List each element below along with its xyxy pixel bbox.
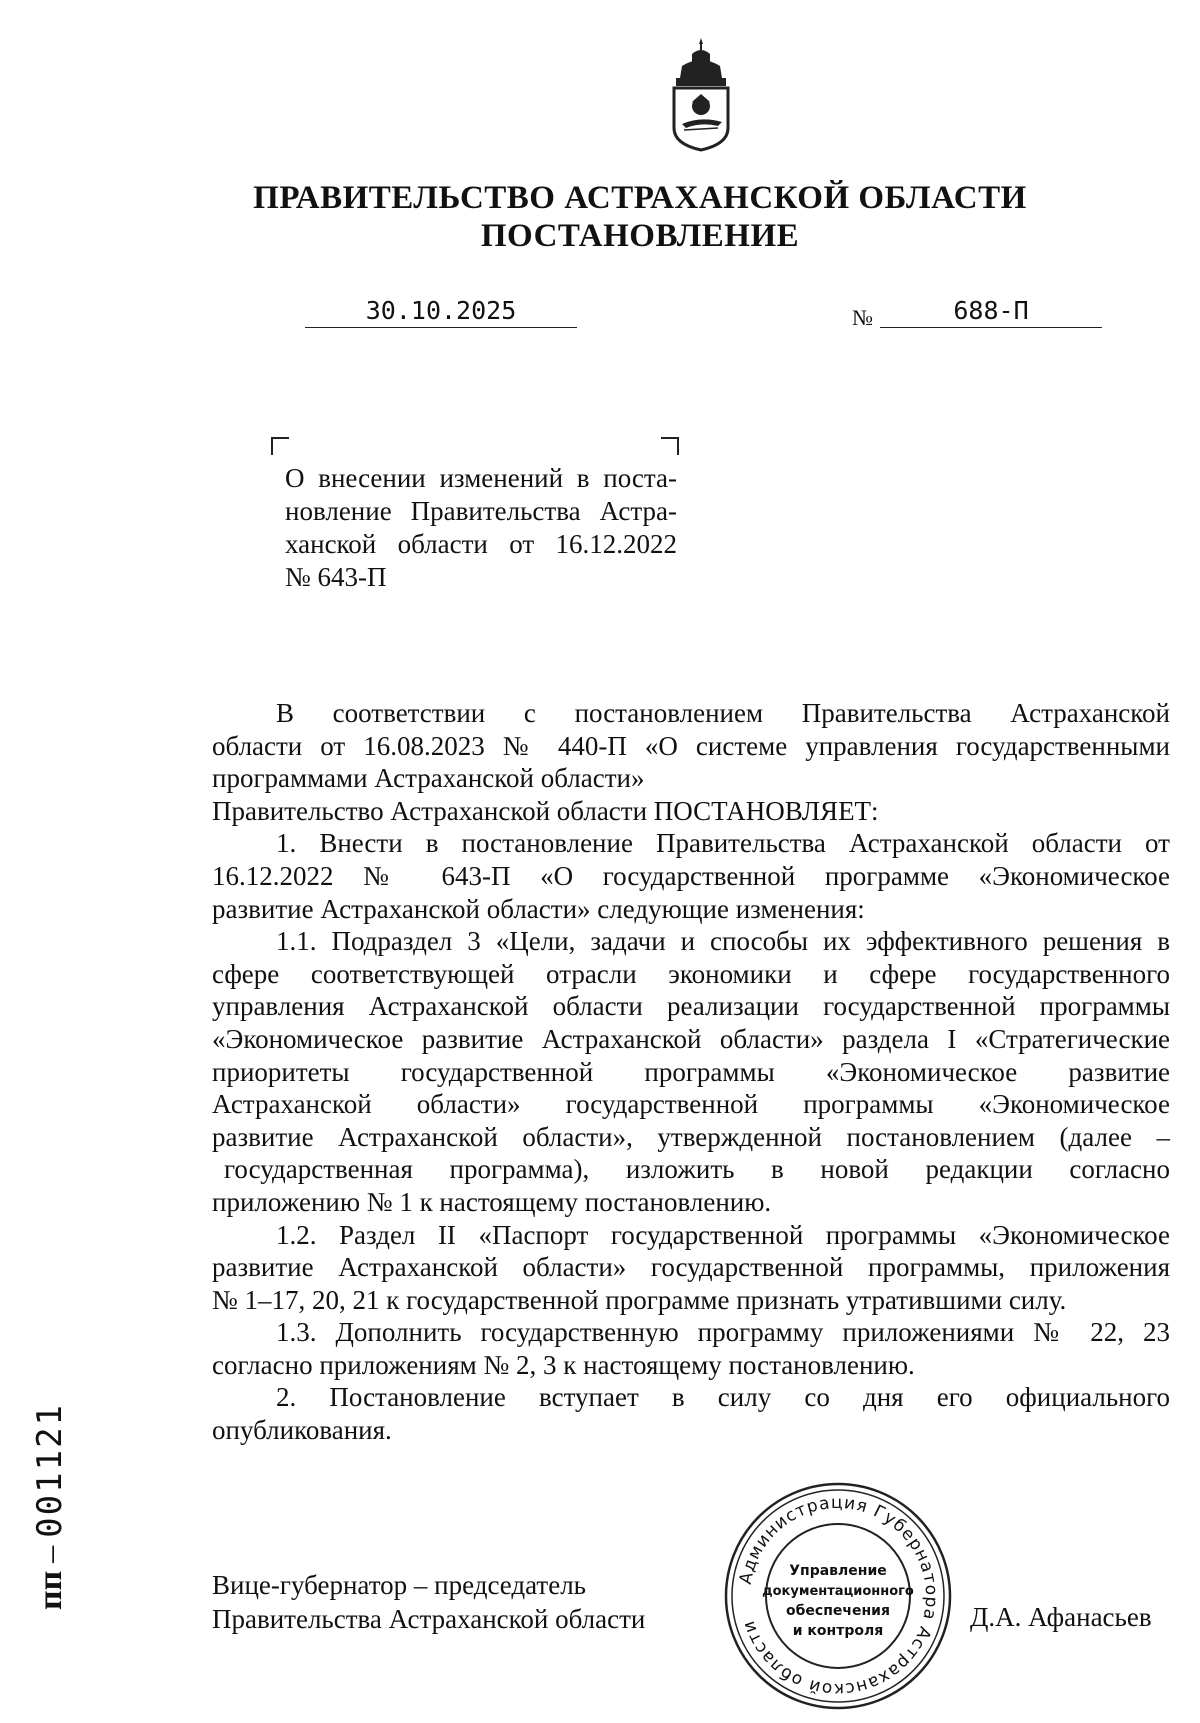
body-line: приложению № 1 к настоящему постановлению. — [212, 1186, 772, 1217]
document-body — [212, 697, 1170, 1447]
body-line: 1. Внести в постановление Правительства Астраханской области от — [276, 828, 1170, 859]
document-subject — [285, 462, 677, 594]
body-line: Правительство Астраханской области ПОСТАНОВЛЯЕТ: — [212, 795, 879, 826]
body-line: 1.1. Подраздел 3 «Цели, задачи и способы их эффективного решения в — [276, 926, 1170, 957]
subject-line: новление Правительства Астра- — [285, 496, 677, 526]
subject-bracket-left — [271, 437, 289, 455]
side-registration-code — [30, 1403, 70, 1610]
body-line: приоритеты государственной программы «Экономическое развитие — [212, 1056, 1170, 1087]
body-line: Астраханской области» государственной программы «Экономическое — [212, 1089, 1170, 1120]
body-line: сфере соответствующей отрасли экономики и сфере государственного — [212, 958, 1170, 989]
org-title: ПРАВИТЕЛЬСТВО АСТРАХАНСКОЙ ОБЛАСТИ — [253, 180, 1027, 216]
body-line: В соответствии с постановлением Правительства Астраханской — [276, 698, 1170, 728]
body-line: программами Астраханской области» — [212, 763, 645, 794]
body-line: области от 16.08.2023 № 440-П «О системе управления государственными — [212, 730, 1170, 761]
body-line: развитие Астраханской области» государственной программы, приложения — [212, 1252, 1170, 1283]
body-line: 1.3. Дополнить государственную программу приложениями № 22, 23 — [276, 1317, 1170, 1348]
side-code-number: 001121 — [30, 1402, 70, 1538]
stamp-ring-text: Администрация Губернатора Астраханской области — [735, 1492, 942, 1700]
coat-of-arms-emblem — [662, 36, 740, 154]
side-code-dash: – — [32, 1545, 69, 1563]
body-line: «Экономическое развитие Астраханской области» раздела I «Стратегические — [212, 1023, 1170, 1054]
stamp-center-line: и контроля — [792, 1623, 884, 1639]
body-line: управления Астраханской области реализации государственной программы — [212, 991, 1170, 1022]
body-line: развитие Астраханской области» следующие изменения: — [212, 893, 865, 924]
doc-type-title: ПОСТАНОВЛЕНИЕ — [480, 218, 800, 254]
document-number: 688-П — [880, 296, 1102, 328]
number-sign: № — [852, 305, 873, 330]
body-line: государственная программа), изложить в новой редакции согласно — [224, 1154, 1170, 1185]
stamp-center-line: Управление — [789, 1563, 887, 1579]
signer-title-line: Правительства Астраханской области — [212, 1604, 646, 1634]
body-line: 1.2. Раздел II «Паспорт государственной программы «Экономическое — [276, 1219, 1170, 1250]
body-line: 2. Постановление вступает в силу со дня его официального — [276, 1382, 1170, 1413]
side-code-prefix: пп — [32, 1570, 69, 1610]
body-line: согласно приложениям № 2, 3 к настоящему постановлению. — [212, 1349, 915, 1380]
signer-name: Д.А. Афанасьев — [970, 1602, 1152, 1632]
official-stamp — [722, 1480, 954, 1712]
subject-line: О внесении изменений в поста- — [285, 463, 677, 493]
subject-bracket-right — [661, 437, 679, 455]
signer-title-line: Вице-губернатор – председатель — [212, 1570, 586, 1600]
body-line: № 1–17, 20, 21 к государственной программе признать утратившими силу. — [212, 1284, 1067, 1315]
stamp-center-line: документационного — [762, 1584, 914, 1599]
document-date: 30.10.2025 — [305, 296, 577, 328]
body-line: развитие Астраханской области», утвержденной постановлением (далее – — [212, 1121, 1170, 1152]
body-line: 16.12.2022 № 643-П «О государственной программе «Экономическое — [212, 860, 1170, 891]
subject-line: № 643-П — [285, 562, 387, 592]
signer-title — [212, 1568, 645, 1636]
body-line: опубликования. — [212, 1415, 392, 1446]
subject-line: ханской области от 16.12.2022 — [285, 529, 677, 559]
stamp-center-line: обеспечения — [786, 1603, 890, 1619]
